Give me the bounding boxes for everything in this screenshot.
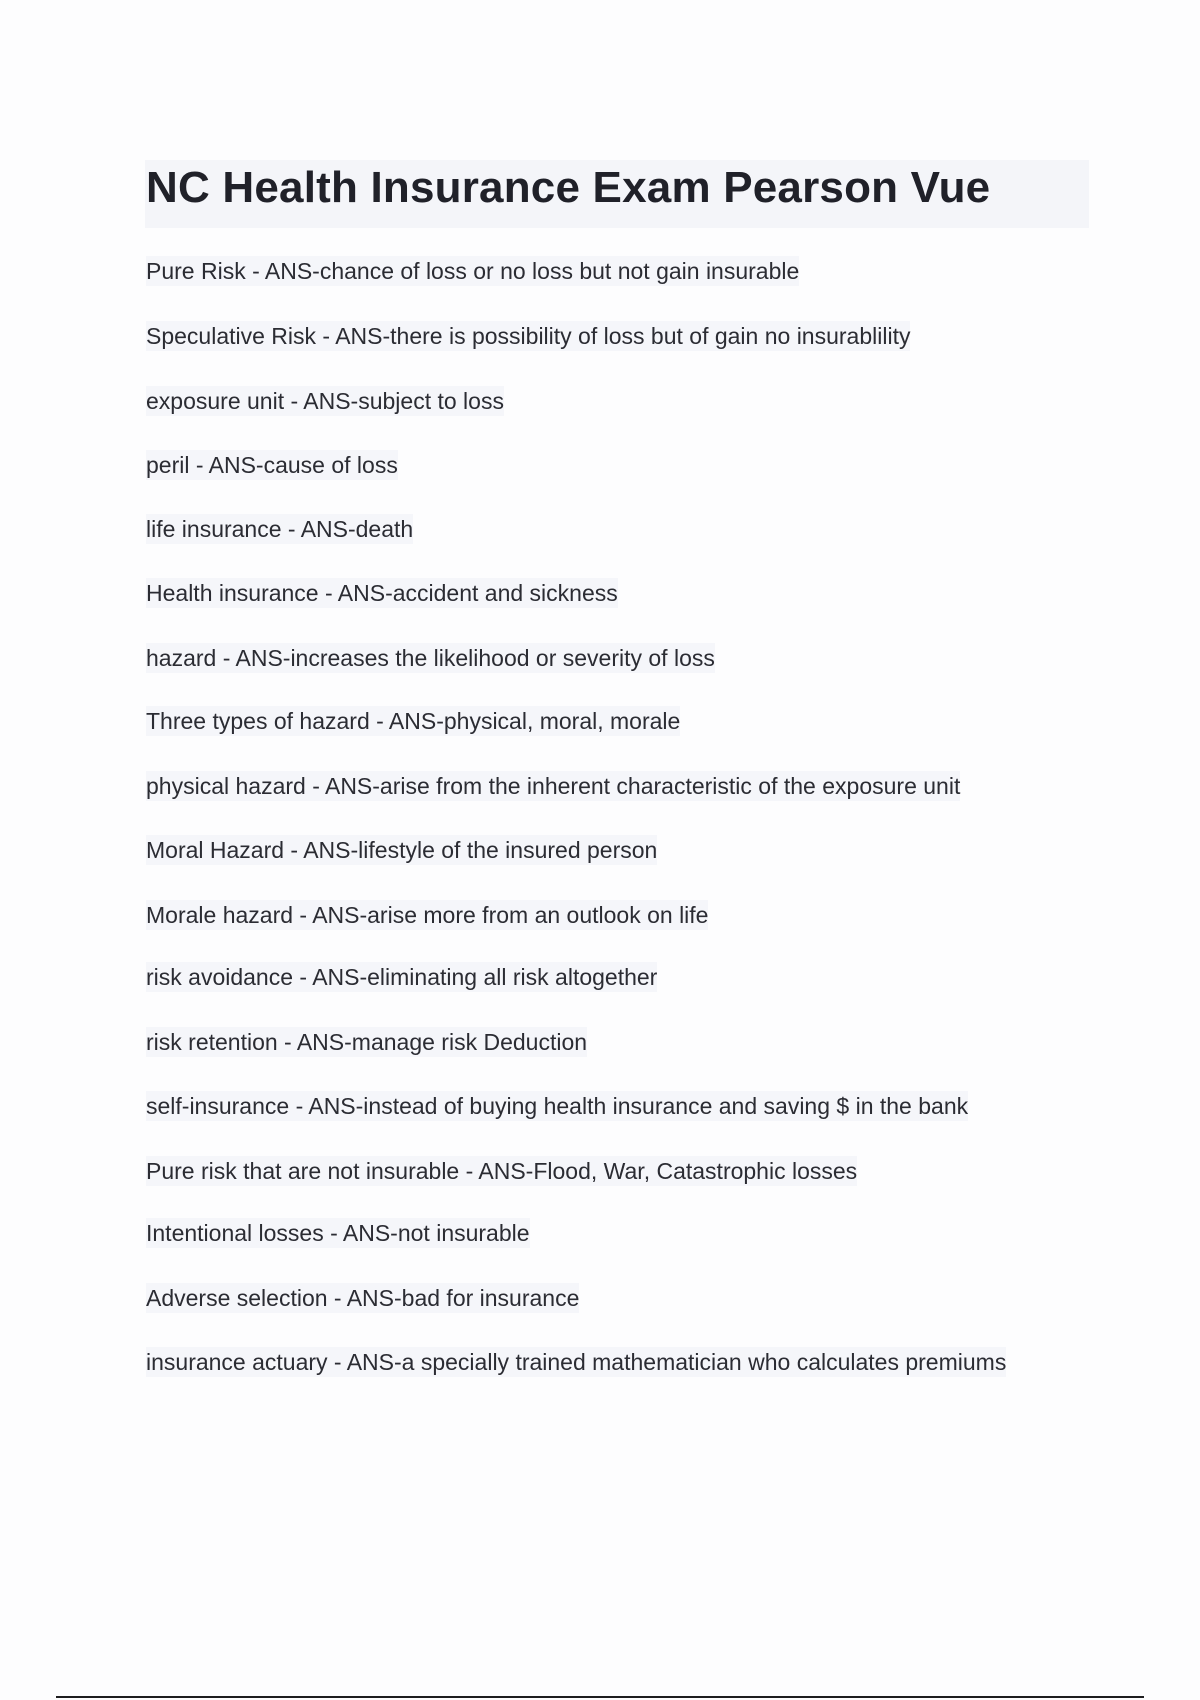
entry-text: insurance actuary - ANS-a specially trained mathematician who calculates premiums: [146, 1349, 1007, 1375]
entry-text: Pure Risk - ANS-chance of loss or no loss but not gain insurable: [146, 258, 800, 284]
entry-text: risk retention - ANS-manage risk Deduction: [146, 1029, 588, 1055]
list-item: [146, 771, 960, 801]
list-item: [146, 386, 504, 416]
list-item: [146, 514, 413, 544]
entry-text: exposure unit - ANS-subject to loss: [146, 388, 504, 414]
list-item: [146, 962, 657, 992]
list-item: [146, 1218, 530, 1248]
entry-text: Three types of hazard - ANS-physical, moral, morale: [146, 708, 681, 734]
footer-rule: [56, 1696, 1144, 1698]
list-item: [146, 1156, 857, 1186]
list-item: [146, 1283, 579, 1313]
entry-text: Health insurance - ANS-accident and sickness: [146, 580, 618, 606]
entry-text: self-insurance - ANS-instead of buying health insurance and saving $ in the bank: [146, 1093, 969, 1119]
entry-text: Speculative Risk - ANS-there is possibility of loss but of gain no insurablility: [146, 323, 911, 349]
list-item: [146, 578, 618, 608]
list-item: [146, 450, 398, 480]
page-title: NC Health Insurance Exam Pearson Vue: [146, 163, 991, 212]
entry-text: Adverse selection - ANS-bad for insurance: [146, 1285, 580, 1311]
entry-text: Morale hazard - ANS-arise more from an outlook on life: [146, 902, 709, 928]
list-item: [146, 1347, 1006, 1377]
list-item: [146, 706, 680, 736]
entry-text: Pure risk that are not insurable - ANS-Flood, War, Catastrophic losses: [146, 1158, 858, 1184]
entry-text: risk avoidance - ANS-eliminating all risk altogether: [146, 964, 658, 990]
entry-text: hazard - ANS-increases the likelihood or severity of loss: [146, 645, 715, 671]
list-item: [146, 256, 799, 286]
entry-text: Intentional losses - ANS-not insurable: [146, 1220, 530, 1246]
list-item: [146, 1027, 587, 1057]
entry-text: physical hazard - ANS-arise from the inherent characteristic of the exposure unit: [146, 773, 961, 799]
entry-text: Moral Hazard - ANS-lifestyle of the insured person: [146, 837, 658, 863]
list-item: [146, 643, 715, 673]
list-item: [146, 1091, 968, 1121]
list-item: [146, 835, 657, 865]
list-item: [146, 321, 910, 351]
entry-text: peril - ANS-cause of loss: [146, 452, 398, 478]
entry-text: life insurance - ANS-death: [146, 516, 414, 542]
list-item: [146, 900, 708, 930]
